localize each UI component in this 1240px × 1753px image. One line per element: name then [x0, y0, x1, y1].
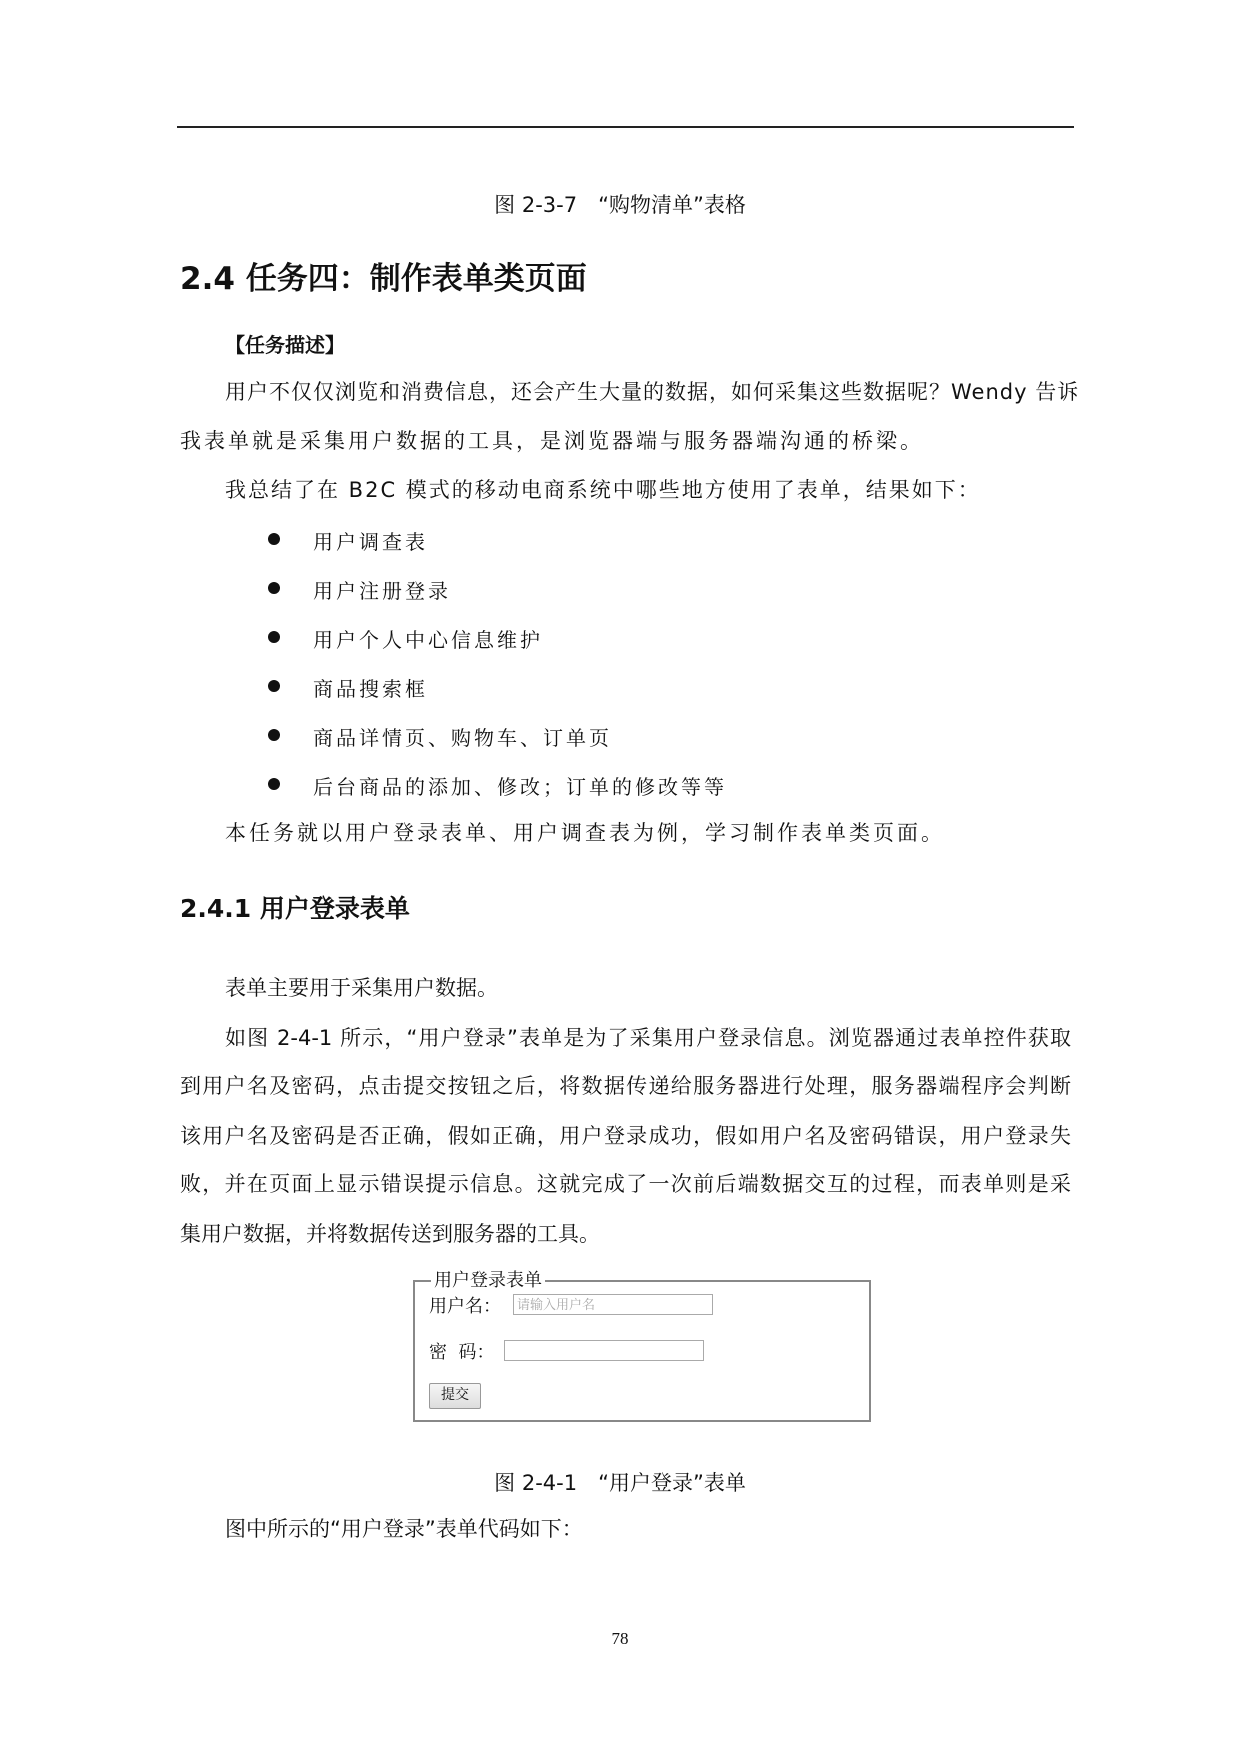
- section-title: 2.4 任务四：制作表单类页面: [180, 261, 587, 297]
- bullet-item: 用户个人中心信息维护: [313, 628, 543, 652]
- para-2-line-4: 败，并在页面上显示错误提示信息。这就完成了一次前后端数据交互的过程，而表单则是采: [180, 1172, 1071, 1196]
- figure-caption-2-4-1: 图 2-4-1 “用户登录”表单: [494, 1471, 746, 1495]
- subsection-title: 2.4.1 用户登录表单: [180, 894, 410, 923]
- bullet-item: 商品详情页、购物车、订单页: [313, 726, 612, 750]
- submit-button[interactable]: 提交: [429, 1383, 481, 1409]
- task-summary: 本任务就以用户登录表单、用户调查表为例，学习制作表单类页面。: [225, 821, 945, 845]
- header-rule: [177, 126, 1074, 128]
- page-number: 78: [611, 1629, 629, 1648]
- bullet-item: 商品搜索框: [313, 677, 428, 701]
- para-1: 表单主要用于采集用户数据。: [225, 976, 498, 1000]
- task-description-label: 【任务描述】: [225, 333, 345, 357]
- para-2-line-2: 到用户名及密码，点击提交按钮之后，将数据传递给服务器进行处理，服务器端程序会判断: [180, 1074, 1071, 1098]
- bullet-dot: [268, 631, 280, 643]
- username-label: 用户名：: [429, 1296, 501, 1317]
- password-label: 密 码：: [429, 1342, 495, 1363]
- bullet-dot: [268, 582, 280, 594]
- bullet-dot: [268, 729, 280, 741]
- bullet-item: 用户调查表: [313, 530, 428, 554]
- form-legend: 用户登录表单: [431, 1266, 545, 1292]
- username-input[interactable]: 请输入用户名: [513, 1294, 713, 1315]
- figure-caption-2-3-7: 图 2-3-7 “购物清单”表格: [494, 193, 746, 217]
- login-form-figure: [413, 1270, 871, 1422]
- intro-line-2: 我表单就是采集用户数据的工具，是浏览器端与服务器端沟通的桥梁。: [180, 429, 924, 453]
- intro-line-3: 我总结了在 B2C 模式的移动电商系统中哪些地方使用了表单，结果如下：: [225, 478, 981, 502]
- intro-line-1: 用户不仅仅浏览和消费信息，还会产生大量的数据，如何采集这些数据呢？Wendy 告诉: [225, 380, 1080, 404]
- para-2-line-1: 如图 2-4-1 所示，“用户登录”表单是为了采集用户登录信息。浏览器通过表单控件获取: [225, 1026, 1071, 1050]
- bullet-item: 用户注册登录: [313, 579, 451, 603]
- password-input[interactable]: [504, 1340, 704, 1361]
- bullet-dot: [268, 533, 280, 545]
- bullet-dot: [268, 778, 280, 790]
- para-2-line-3: 该用户名及密码是否正确，假如正确，用户登录成功，假如用户名及密码错误，用户登录失: [180, 1124, 1071, 1148]
- code-intro: 图中所示的“用户登录”表单代码如下：: [225, 1517, 583, 1541]
- para-2-line-5: 集用户数据，并将数据传送到服务器的工具。: [180, 1222, 600, 1246]
- bullet-dot: [268, 680, 280, 692]
- bullet-item: 后台商品的添加、修改；订单的修改等等: [313, 775, 727, 799]
